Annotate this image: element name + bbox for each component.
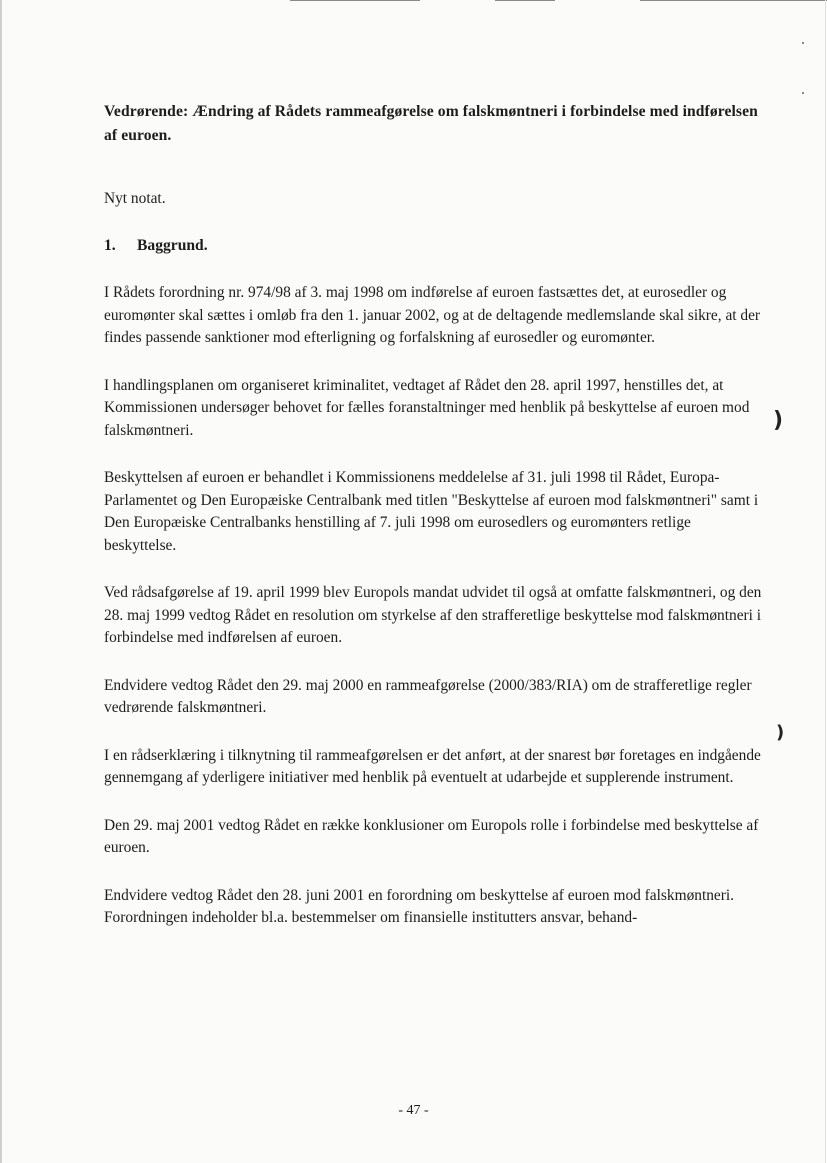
document-page bbox=[104, 100, 764, 955]
paragraph-2: I handlingsplanen om organiseret kriminalitet, vedtaget af Rådet den 28. april 1997, henstilles det, at Kommissionen undersøger behovet for fælles foranstaltninger med henblik på beskyttelse af euroen mod falskmøntneri. bbox=[104, 376, 750, 439]
scan-artifact-line bbox=[290, 0, 420, 1]
paragraph-7: Den 29. maj 2001 vedtog Rådet en række konklusioner om Europols rolle i forbindelse med beskyttelse af euroen. bbox=[104, 816, 759, 856]
scan-speck bbox=[802, 42, 804, 44]
paragraph-6: I en rådserklæring i tilknytning til rammeafgørelsen er det anført, at der snarest bør foretages en indgående gennemgang af yderligere initiativer med henblik på eventuelt at udarbejde et supplerende instrument. bbox=[104, 746, 761, 786]
scan-edge-left bbox=[0, 0, 2, 1163]
scan-speck bbox=[802, 92, 804, 94]
margin-bracket-mark: ) bbox=[773, 408, 784, 433]
section-heading bbox=[104, 235, 764, 257]
document-subject: Vedrørende: Ændring af Rådets rammeafgørelse om falskmøntneri i forbindelse med indførelsen af euroen. bbox=[104, 103, 758, 144]
paragraph-1: I Rådets forordning nr. 974/98 af 3. maj 1998 om indførelse af euroen fastsættes det, at eurosedler og euromønter skal sættes i omløb fra den 1. januar 2002, og at de deltagende medlemslande skal sikre, at der findes passende sanktioner mod efterligning og forfalskning af eurosedler og euromønter. bbox=[104, 284, 761, 346]
scan-artifact-line bbox=[495, 0, 555, 1]
section-title: Baggrund. bbox=[137, 237, 208, 254]
note-label: Nyt notat. bbox=[104, 190, 166, 207]
margin-bracket-mark: ) bbox=[776, 722, 785, 743]
section-number: 1. bbox=[104, 237, 116, 254]
paragraph-3: Beskyttelsen af euroen er behandlet i Kommissionens meddelelse af 31. juli 1998 til Rådet, Europa-Parlamentet og Den Europæiske Centralbank med titlen "Beskyttelse af euroen mod falskmøntneri" samt i Den Europæiske Centralbanks henstilling af 7. juli 1998 om eurosedlers og euromønters retlige beskyttelse. bbox=[104, 469, 759, 554]
paragraph-5: Endvidere vedtog Rådet den 29. maj 2000 en rammeafgørelse (2000/383/RIA) om de strafferetlige regler vedrørende falskmøntneri. bbox=[104, 676, 752, 716]
scan-artifact-line bbox=[640, 0, 827, 1]
paragraph-8: Endvidere vedtog Rådet den 28. juni 2001 en forordning om beskyttelse af euroen mod falskmøntneri. Forordningen indeholder bl.a. bestemmelser om finansielle institutters ansvar, behand- bbox=[104, 886, 735, 926]
scan-edge-right bbox=[825, 0, 826, 1163]
page-number: - 47 - bbox=[398, 1103, 429, 1118]
paragraph-4: Ved rådsafgørelse af 19. april 1999 blev Europols mandat udvidet til også at omfatte falskmøntneri, og den 28. maj 1999 vedtog Rådet en resolution om styrkelse af den strafferetlige beskyttelse mod falskmøntneri i forbindelse med indførelsen af euroen. bbox=[104, 584, 762, 646]
